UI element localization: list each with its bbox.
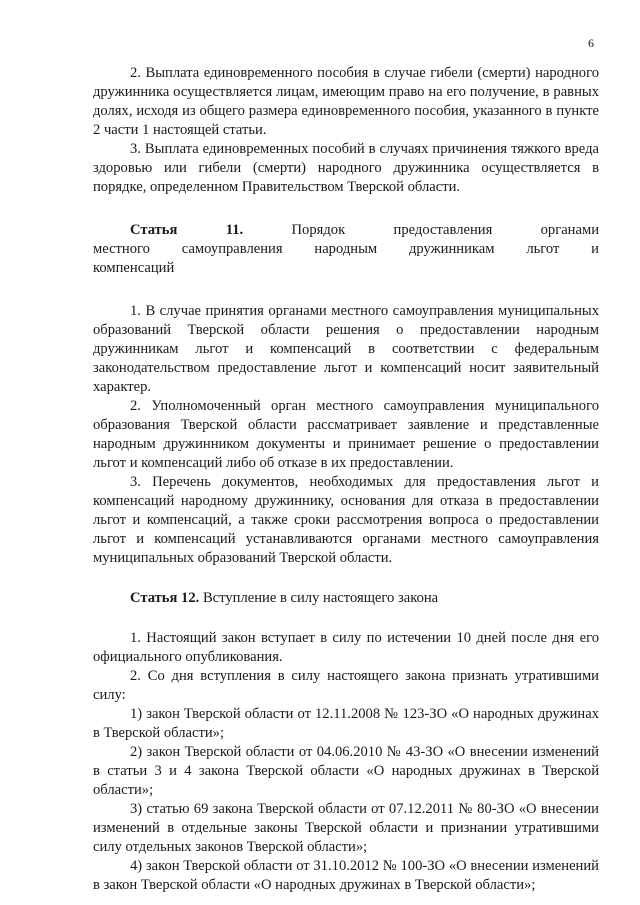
article-12-item-1: 1. Настоящий закон вступает в силу по истечении 10 дней после дня его официального опубликования. [93, 630, 599, 665]
article-11-heading [93, 221, 599, 278]
article-12-subitem-2: 2) закон Тверской области от 04.06.2010 № 43-ЗО «О внесении изменений в статьи 3 и 4 закона Тверской области «О народных дружинах в Тверской области»; [93, 744, 599, 798]
article-12-label: Статья 12. [130, 590, 200, 606]
paragraph-payment-procedure: 3. Выплата единовременных пособий в случаях причинения тяжкого вреда здоровью или гибели (смерти) народного дружинника осуществляется в порядке, определенном Правительством Тверской области. [93, 141, 599, 195]
document-body [93, 64, 599, 895]
article-11-item-3: 3. Перечень документов, необходимых для предоставления льгот и компенсаций народному дружиннику, основания для отказа в предоставлении льгот и компенсаций, а также сроки рассмотрения вопроса о предоставлении льгот и компенсаций устанавливаются органами местного самоуправления муниципальных образований Тверской области. [93, 474, 599, 566]
page-number: 6 [588, 36, 595, 50]
article-12-title: Вступление в силу настоящего закона [202, 590, 439, 606]
article-12-heading [93, 589, 599, 608]
article-11-title: Порядок предоставления органами местного самоуправления народным дружинникам льгот и компенсаций [93, 222, 600, 276]
article-11-label: Статья 11. [130, 222, 244, 238]
article-12-item-2: 2. Со дня вступления в силу настоящего закона признать утратившими силу: [93, 668, 599, 703]
article-12-subitem-3: 3) статью 69 закона Тверской области от 07.12.2011 № 80-ЗО «О внесении изменений в отдельные законы Тверской области и признании утратившими силу отдельных законов Тверской области»; [93, 801, 599, 855]
paragraph-payment-distribution: 2. Выплата единовременного пособия в случае гибели (смерти) народного дружинника осуществляется лицам, имеющим право на его получение, в равных долях, исходя из общего размера единовременного пособия, указанного в пункте 2 части 1 настоящей статьи. [93, 65, 599, 138]
article-12-subitem-4: 4) закон Тверской области от 31.10.2012 № 100-ЗО «О внесении изменений в закон Тверской области «О народных дружинах в Тверской области»; [93, 858, 599, 893]
article-11-item-1: 1. В случае принятия органами местного самоуправления муниципальных образований Тверской области решения о предоставлении народным дружинникам льгот и компенсаций в соответствии с федеральным законодательством предоставление льгот и компенсаций носит заявительный характер. [93, 303, 599, 395]
article-11-item-2: 2. Уполномоченный орган местного самоуправления муниципального образования Тверской области рассматривает заявление и представленные народным дружинником документы и принимает решение о предоставлении льгот и компенсаций либо об отказе в их предоставлении. [93, 398, 599, 471]
article-12-subitem-1: 1) закон Тверской области от 12.11.2008 № 123-ЗО «О народных дружинах в Тверской области»; [93, 706, 599, 741]
